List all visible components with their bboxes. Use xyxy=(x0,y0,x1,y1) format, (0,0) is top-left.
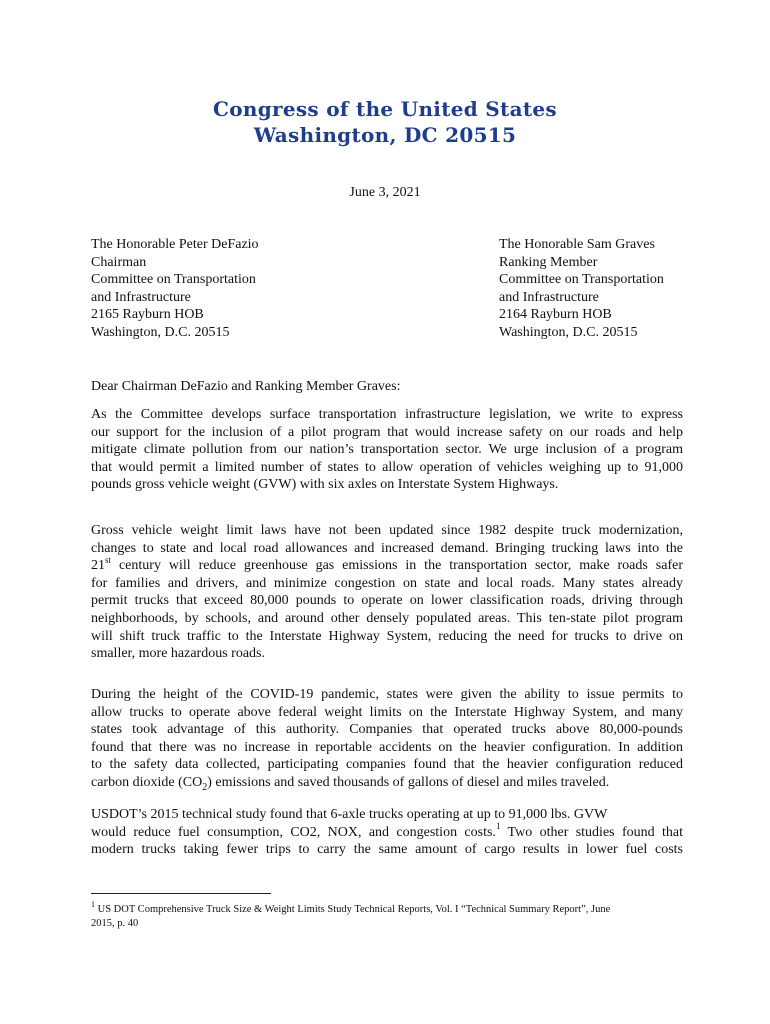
line-text: ) emissions and saved thousands of gallons of diesel and miles traveled. xyxy=(207,774,610,790)
recipient-committee-cont: and Infrastructure xyxy=(91,289,191,305)
paragraph-line: to the safety data collected, participating companies found that the heavier configuration reduced xyxy=(91,757,683,773)
recipient-name: The Honorable Peter DeFazio xyxy=(91,237,259,252)
footnote-divider xyxy=(91,893,271,894)
recipient-address-left xyxy=(91,236,259,342)
line-text: Two other studies found that xyxy=(500,824,683,840)
paragraph-line: mitigate climate pollution from our nation’s transportation sector. We urge inclusion of a program xyxy=(91,442,683,458)
body-paragraph-3 xyxy=(91,686,683,792)
recipient-office: 2164 Rayburn HOB xyxy=(499,307,612,323)
recipient-committee: Committee on Transportation xyxy=(499,272,664,288)
body-paragraph-1 xyxy=(91,406,683,494)
footnote-reference: 1 xyxy=(495,820,501,831)
paragraph-line: found that there was no increase in reportable accidents on the heavier configuration. In addition xyxy=(91,739,683,755)
line-text: would reduce fuel consumption, CO2, NOX, and congestion costs. xyxy=(91,824,496,840)
letterhead-congress: Congress of the United States xyxy=(213,97,557,121)
letter-date: June 3, 2021 xyxy=(349,185,421,200)
paragraph-line: USDOT’s 2015 technical study found that 6-axle trucks operating at up to 91,000 lbs. GVW xyxy=(91,807,608,822)
recipient-city: Washington, D.C. 20515 xyxy=(499,324,638,340)
paragraph-line: permit trucks that exceed 80,000 pounds to operate on lower classification roads, driving through xyxy=(91,593,683,609)
footnote xyxy=(91,899,671,931)
letterhead xyxy=(0,96,770,148)
paragraph-line: that would permit a limited number of states to allow operation of vehicles weighing up to 91,000 xyxy=(91,459,683,475)
recipient-address-right xyxy=(499,236,664,342)
paragraph-line: allow trucks to operate above federal weight limits on the Interstate Highway System, and many xyxy=(91,704,683,720)
footnote-line: 2015, p. 40 xyxy=(91,918,139,929)
paragraph-line: neighborhoods, by schools, and around other densely populated areas. This ten-state pilot program xyxy=(91,610,683,626)
paragraph-line: pounds gross vehicle weight (GVW) with six axles on Interstate System Highways. xyxy=(91,477,559,493)
recipient-committee-cont: and Infrastructure xyxy=(499,289,599,305)
paragraph-line: Gross vehicle weight limit laws have not been updated since 1982 despite truck modernization, xyxy=(91,523,683,538)
body-paragraph-4 xyxy=(91,806,683,859)
body-paragraph-2 xyxy=(91,522,683,663)
letterhead-city: Washington, DC 20515 xyxy=(253,123,517,147)
recipient-office: 2165 Rayburn HOB xyxy=(91,307,204,323)
paragraph-line: changes to state and local road allowances and increased demand. Bringing trucking laws into the xyxy=(91,540,683,556)
ordinal-suffix: st xyxy=(105,554,112,565)
century-number: 21 xyxy=(91,558,105,574)
paragraph-line xyxy=(91,774,683,792)
recipient-committee: Committee on Transportation xyxy=(91,272,256,288)
line-text: century will reduce greenhouse gas emissions in the transportation sector, make roads safer xyxy=(111,558,683,574)
paragraph-line xyxy=(91,820,683,842)
recipient-title: Ranking Member xyxy=(499,254,598,270)
recipient-city: Washington, D.C. 20515 xyxy=(91,324,230,340)
paragraph-line: modern trucks taking fewer trips to carry the same amount of cargo results in lower fuel costs xyxy=(91,842,683,858)
footnote-number: 1 xyxy=(91,899,95,909)
recipient-name: The Honorable Sam Graves xyxy=(499,237,655,252)
paragraph-line xyxy=(91,554,683,575)
recipient-title: Chairman xyxy=(91,254,147,270)
footnote-text: US DOT Comprehensive Truck Size & Weight Limits Study Technical Reports, Vol. I “Technical Summary Report”, June xyxy=(95,904,611,915)
subscript: 2 xyxy=(202,781,208,793)
footnote-line xyxy=(91,899,671,917)
paragraph-line: for families and drivers, and minimize congestion on state and local roads. Many states already xyxy=(91,575,683,591)
paragraph-line: our support for the inclusion of a pilot program that would increase safety on our roads and help xyxy=(91,424,683,440)
line-text: carbon dioxide (CO xyxy=(91,774,203,790)
paragraph-line: will shift truck traffic to the Interstate Highway System, reducing the need for trucks to drive on xyxy=(91,628,683,644)
paragraph-line: smaller, more hazardous roads. xyxy=(91,646,265,662)
salutation: Dear Chairman DeFazio and Ranking Member Graves: xyxy=(91,379,401,394)
paragraph-line: During the height of the COVID-19 pandemic, states were given the ability to issue permits to xyxy=(91,687,683,702)
paragraph-line: states took advantage of this authority. Companies that operated trucks above 80,000-pounds xyxy=(91,722,683,738)
paragraph-line: As the Committee develops surface transportation infrastructure legislation, we write to express xyxy=(91,407,683,422)
